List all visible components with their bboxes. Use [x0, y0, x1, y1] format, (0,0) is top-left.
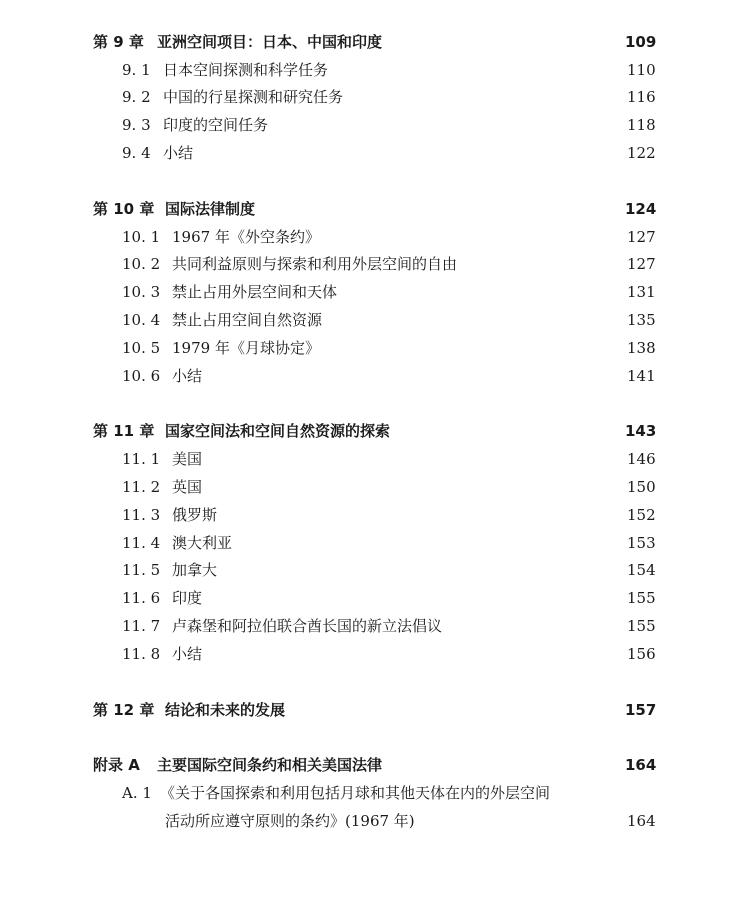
chapter-title: 国际法律制度 — [165, 200, 256, 218]
section-number: 9. 4 — [122, 144, 151, 162]
section-title-line-2: 活动所应遵守原则的条约》(1967 年) — [165, 812, 415, 830]
page-number: 109 — [625, 33, 657, 51]
chapter-title: 亚洲空间项目：日本、中国和印度 — [157, 33, 383, 51]
page-number: 118 — [627, 116, 656, 134]
section-number: 9. 3 — [122, 116, 151, 134]
chapter-number: 第 12 章 — [93, 701, 155, 719]
section-number: 10. 6 — [122, 367, 161, 385]
appendix-section-entry-continued[interactable] — [0, 809, 743, 833]
section-entry[interactable] — [0, 141, 743, 165]
section-title: 1979 年《月球协定》 — [172, 339, 320, 357]
section-entry[interactable] — [0, 531, 743, 555]
section-number: 11. 8 — [122, 645, 161, 663]
section-entry[interactable] — [0, 58, 743, 82]
page-number: 138 — [627, 339, 656, 357]
section-entry[interactable] — [0, 252, 743, 276]
section-title: 禁止占用空间自然资源 — [172, 311, 323, 329]
section-title: 澳大利亚 — [172, 534, 233, 552]
section-entry[interactable] — [0, 475, 743, 499]
section-number: 11. 5 — [122, 561, 161, 579]
page-number: 124 — [625, 200, 657, 218]
section-number: 10. 5 — [122, 339, 161, 357]
section-entry[interactable] — [0, 336, 743, 360]
section-number: 11. 6 — [122, 589, 161, 607]
section-entry[interactable] — [0, 586, 743, 610]
page-number: 110 — [627, 61, 656, 79]
section-title: 小结 — [163, 144, 194, 162]
section-entry[interactable] — [0, 308, 743, 332]
section-entry[interactable] — [0, 558, 743, 582]
section-entry[interactable] — [0, 614, 743, 638]
section-number: 10. 4 — [122, 311, 161, 329]
section-number: 11. 7 — [122, 617, 161, 635]
section-title: 印度的空间任务 — [163, 116, 269, 134]
section-number: A. 1 — [122, 784, 152, 802]
section-entry[interactable] — [0, 447, 743, 471]
appendix-title: 主要国际空间条约和相关美国法律 — [157, 756, 383, 774]
page-number: 152 — [627, 506, 656, 524]
section-title: 共同利益原则与探索和利用外层空间的自由 — [172, 255, 458, 273]
section-title: 1967 年《外空条约》 — [172, 228, 320, 246]
section-title: 印度 — [172, 589, 203, 607]
section-entry[interactable] — [0, 364, 743, 388]
page-number: 150 — [627, 478, 656, 496]
page-number: 116 — [627, 88, 656, 106]
section-title: 卢森堡和阿拉伯联合酋长国的新立法倡议 — [172, 617, 443, 635]
section-number: 10. 1 — [122, 228, 161, 246]
page-number: 127 — [627, 255, 656, 273]
page-number: 155 — [627, 617, 656, 635]
section-entry[interactable] — [0, 85, 743, 109]
page-number: 131 — [627, 283, 656, 301]
page-number: 122 — [627, 144, 656, 162]
section-number: 11. 2 — [122, 478, 161, 496]
chapter-heading[interactable] — [0, 197, 743, 221]
section-title: 小结 — [172, 367, 203, 385]
section-title: 俄罗斯 — [172, 506, 218, 524]
chapter-heading[interactable] — [0, 419, 743, 443]
chapter-number: 第 11 章 — [93, 422, 155, 440]
section-title: 日本空间探测和科学任务 — [163, 61, 329, 79]
section-number: 9. 1 — [122, 61, 151, 79]
section-title: 英国 — [172, 478, 203, 496]
section-number: 9. 2 — [122, 88, 151, 106]
section-entry[interactable] — [0, 113, 743, 137]
section-number: 11. 4 — [122, 534, 161, 552]
section-title: 小结 — [172, 645, 203, 663]
section-entry[interactable] — [0, 642, 743, 666]
page-number: 143 — [625, 422, 657, 440]
page-number: 164 — [627, 812, 656, 830]
page-number: 157 — [625, 701, 657, 719]
section-title: 禁止占用外层空间和天体 — [172, 283, 338, 301]
section-title-line-1: 《关于各国探索和利用包括月球和其他天体在内的外层空间 — [160, 784, 551, 802]
section-title: 中国的行星探测和研究任务 — [163, 88, 344, 106]
appendix-number: 附录 A — [93, 756, 140, 774]
appendix-heading[interactable] — [0, 753, 743, 777]
section-entry[interactable] — [0, 225, 743, 249]
page-number: 146 — [627, 450, 656, 468]
section-entry[interactable] — [0, 503, 743, 527]
chapter-title: 结论和未来的发展 — [165, 701, 286, 719]
page-number: 155 — [627, 589, 656, 607]
section-title: 加拿大 — [172, 561, 218, 579]
page-number: 127 — [627, 228, 656, 246]
page-number: 154 — [627, 561, 656, 579]
chapter-heading[interactable] — [0, 698, 743, 722]
page-number: 156 — [627, 645, 656, 663]
section-number: 11. 3 — [122, 506, 161, 524]
chapter-heading[interactable] — [0, 30, 743, 54]
section-entry[interactable] — [0, 280, 743, 304]
section-title: 美国 — [172, 450, 203, 468]
page-number: 135 — [627, 311, 656, 329]
page-number: 164 — [625, 756, 657, 774]
chapter-number: 第 9 章 — [93, 33, 144, 51]
section-number: 10. 3 — [122, 283, 161, 301]
appendix-section-entry[interactable] — [0, 781, 743, 805]
section-number: 10. 2 — [122, 255, 161, 273]
section-number: 11. 1 — [122, 450, 161, 468]
page-number: 153 — [627, 534, 656, 552]
page-number: 141 — [627, 367, 656, 385]
chapter-title: 国家空间法和空间自然资源的探索 — [165, 422, 391, 440]
chapter-number: 第 10 章 — [93, 200, 155, 218]
